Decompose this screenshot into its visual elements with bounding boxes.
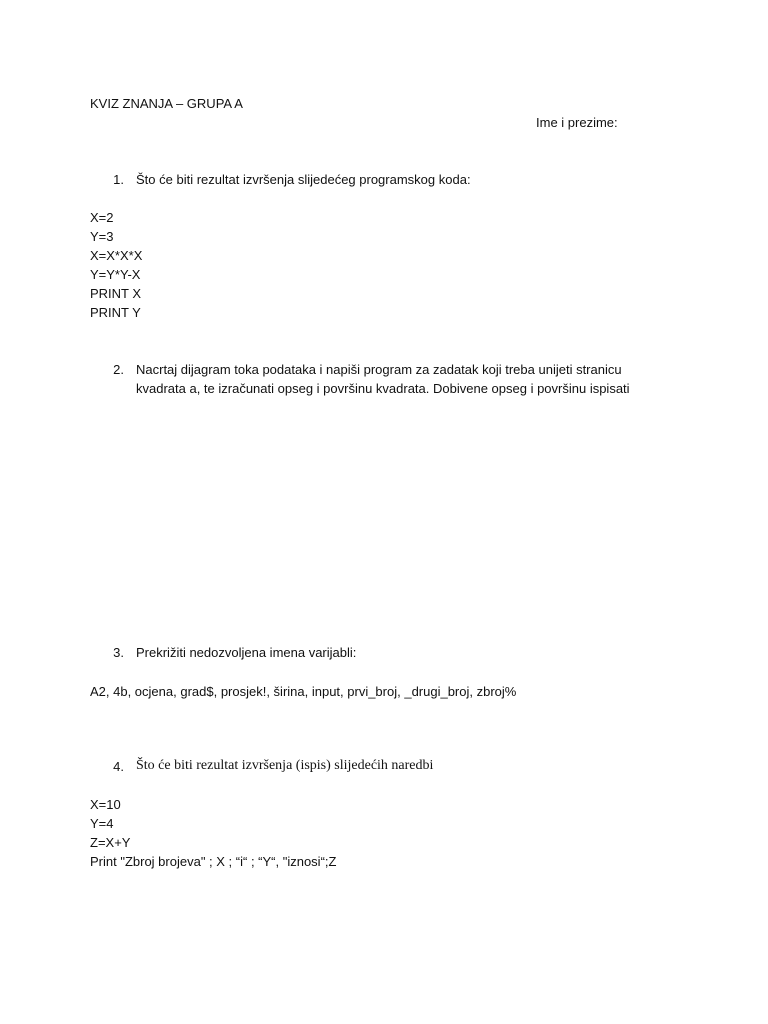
code-line: Z=X+Y: [90, 835, 131, 850]
question-4-number: 4.: [113, 759, 124, 774]
question-3-text: Prekrižiti nedozvoljena imena varijabli:: [136, 645, 357, 660]
code-line: PRINT X: [90, 286, 142, 301]
quiz-title: KVIZ ZNANJA – GRUPA A: [90, 96, 243, 111]
question-2-text-line: kvadrata a, te izračunati opseg i površinu kvadrata. Dobivene opseg i površinu ispisati: [136, 381, 630, 396]
question-2-number: 2.: [113, 362, 124, 377]
code-line: Print "Zbroj brojeva" ; X ; “i“ ; “Y“, "iznosi“;Z: [90, 854, 337, 869]
code-line: Y=Y*Y-X: [90, 267, 141, 282]
question-2-text-line: Nacrtaj dijagram toka podataka i napiši program za zadatak koji treba unijeti stranicu: [136, 362, 622, 377]
code-line: X=10: [90, 797, 121, 812]
question-1-text: Što će biti rezultat izvršenja slijedećeg programskog koda:: [136, 172, 471, 187]
code-line: Y=4: [90, 816, 114, 831]
code-line: PRINT Y: [90, 305, 141, 320]
name-label: Ime i prezime:: [536, 115, 618, 130]
code-line: X=2: [90, 210, 114, 225]
question-4-text: Što će biti rezultat izvršenja (ispis) slijedećih naredbi: [136, 758, 434, 773]
code-line: X=X*X*X: [90, 248, 143, 263]
question-1-number: 1.: [113, 172, 124, 187]
variable-names-list: A2, 4b, ocjena, grad$, prosjek!, širina, input, prvi_broj, _drugi_broj, zbroj%: [90, 684, 517, 699]
question-3-number: 3.: [113, 645, 124, 660]
code-line: Y=3: [90, 229, 114, 244]
